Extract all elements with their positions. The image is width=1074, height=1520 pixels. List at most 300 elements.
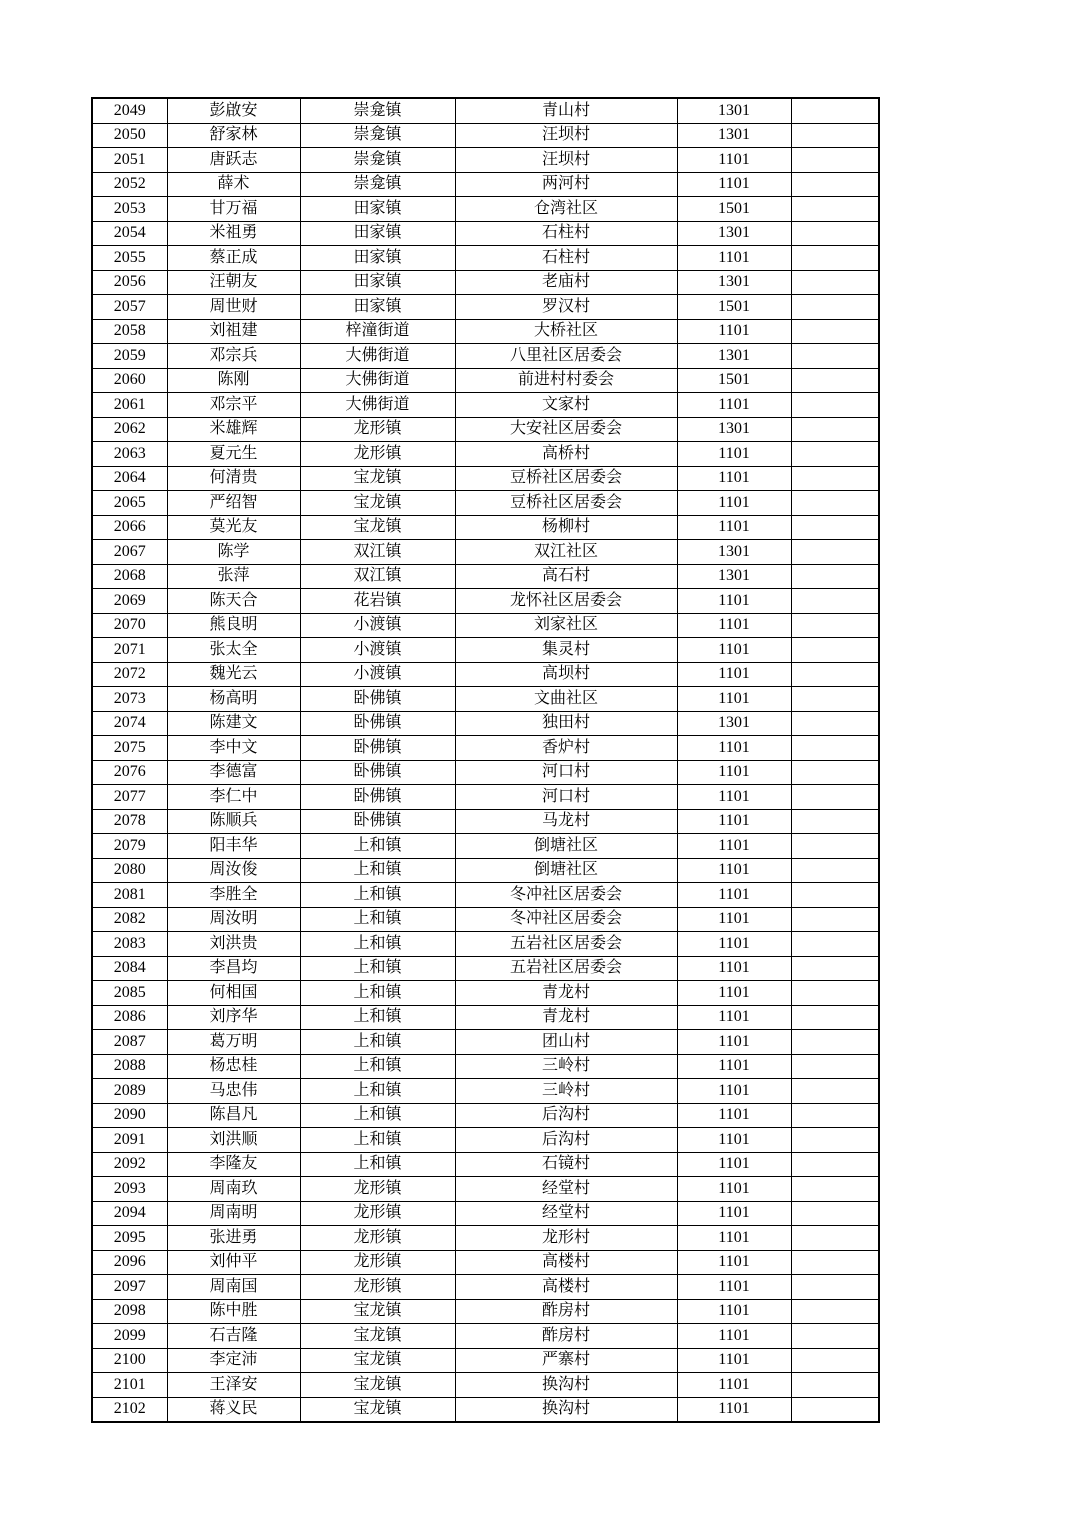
- note-cell: [791, 1128, 879, 1153]
- table-row: [92, 1348, 879, 1373]
- code-cell: 1101: [677, 1299, 791, 1324]
- table-row: [92, 981, 879, 1006]
- seq-cell: 2063: [92, 442, 167, 467]
- table-row: [92, 834, 879, 859]
- town-cell: 龙形镇: [300, 442, 455, 467]
- code-cell: 1101: [677, 638, 791, 663]
- code-cell: 1101: [677, 172, 791, 197]
- seq-cell: 2098: [92, 1299, 167, 1324]
- name-cell: 陈顺兵: [167, 809, 300, 834]
- town-cell: 上和镇: [300, 834, 455, 859]
- table-row: [92, 148, 879, 173]
- village-cell: 后沟村: [455, 1103, 677, 1128]
- name-cell: 周世财: [167, 295, 300, 320]
- note-cell: [791, 1299, 879, 1324]
- note-cell: [791, 1397, 879, 1422]
- town-cell: 小渡镇: [300, 613, 455, 638]
- town-cell: 上和镇: [300, 1079, 455, 1104]
- seq-cell: 2077: [92, 785, 167, 810]
- note-cell: [791, 907, 879, 932]
- village-cell: 石柱村: [455, 246, 677, 271]
- name-cell: 石吉隆: [167, 1324, 300, 1349]
- note-cell: [791, 1005, 879, 1030]
- village-cell: 后沟村: [455, 1128, 677, 1153]
- table-row: [92, 1054, 879, 1079]
- name-cell: 甘万福: [167, 197, 300, 222]
- code-cell: 1301: [677, 564, 791, 589]
- seq-cell: 2083: [92, 932, 167, 957]
- code-cell: 1101: [677, 687, 791, 712]
- seq-cell: 2052: [92, 172, 167, 197]
- village-cell: 罗汉村: [455, 295, 677, 320]
- note-cell: [791, 1348, 879, 1373]
- name-cell: 李仁中: [167, 785, 300, 810]
- note-cell: [791, 442, 879, 467]
- code-cell: 1101: [677, 1054, 791, 1079]
- note-cell: [791, 295, 879, 320]
- town-cell: 田家镇: [300, 295, 455, 320]
- note-cell: [791, 1152, 879, 1177]
- village-cell: 大安社区居委会: [455, 417, 677, 442]
- name-cell: 蒋义民: [167, 1397, 300, 1422]
- name-cell: 李中文: [167, 736, 300, 761]
- code-cell: 1101: [677, 613, 791, 638]
- village-cell: 马龙村: [455, 809, 677, 834]
- town-cell: 崇龛镇: [300, 148, 455, 173]
- table-row: [92, 858, 879, 883]
- note-cell: [791, 638, 879, 663]
- code-cell: 1101: [677, 148, 791, 173]
- town-cell: 龙形镇: [300, 1275, 455, 1300]
- table-row: [92, 1030, 879, 1055]
- seq-cell: 2087: [92, 1030, 167, 1055]
- village-cell: 香炉村: [455, 736, 677, 761]
- town-cell: 上和镇: [300, 858, 455, 883]
- name-cell: 陈昌凡: [167, 1103, 300, 1128]
- code-cell: 1101: [677, 1373, 791, 1398]
- seq-cell: 2055: [92, 246, 167, 271]
- name-cell: 莫光友: [167, 515, 300, 540]
- code-cell: 1101: [677, 1030, 791, 1055]
- seq-cell: 2050: [92, 123, 167, 148]
- seq-cell: 2054: [92, 221, 167, 246]
- name-cell: 李昌均: [167, 956, 300, 981]
- code-cell: 1301: [677, 221, 791, 246]
- note-cell: [791, 270, 879, 295]
- village-cell: 经堂村: [455, 1177, 677, 1202]
- name-cell: 陈天合: [167, 589, 300, 614]
- code-cell: 1101: [677, 907, 791, 932]
- note-cell: [791, 932, 879, 957]
- note-cell: [791, 1079, 879, 1104]
- village-cell: 豆桥社区居委会: [455, 491, 677, 516]
- town-cell: 上和镇: [300, 883, 455, 908]
- village-cell: 倒塘社区: [455, 858, 677, 883]
- table-row: [92, 613, 879, 638]
- table-row: [92, 883, 879, 908]
- note-cell: [791, 319, 879, 344]
- seq-cell: 2100: [92, 1348, 167, 1373]
- town-cell: 卧佛镇: [300, 760, 455, 785]
- code-cell: 1101: [677, 662, 791, 687]
- town-cell: 龙形镇: [300, 1177, 455, 1202]
- name-cell: 刘祖建: [167, 319, 300, 344]
- village-cell: 文家村: [455, 393, 677, 418]
- town-cell: 上和镇: [300, 1103, 455, 1128]
- village-cell: 仓湾社区: [455, 197, 677, 222]
- note-cell: [791, 662, 879, 687]
- note-cell: [791, 98, 879, 123]
- table-row: [92, 368, 879, 393]
- table-row: [92, 344, 879, 369]
- village-cell: 换沟村: [455, 1373, 677, 1398]
- town-cell: 上和镇: [300, 907, 455, 932]
- table-row: [92, 564, 879, 589]
- table-row: [92, 1177, 879, 1202]
- code-cell: 1101: [677, 1177, 791, 1202]
- code-cell: 1101: [677, 491, 791, 516]
- town-cell: 卧佛镇: [300, 736, 455, 761]
- table-row: [92, 785, 879, 810]
- table-row: [92, 760, 879, 785]
- table-row: [92, 417, 879, 442]
- note-cell: [791, 148, 879, 173]
- seq-cell: 2053: [92, 197, 167, 222]
- town-cell: 龙形镇: [300, 1250, 455, 1275]
- note-cell: [791, 1030, 879, 1055]
- code-cell: 1301: [677, 270, 791, 295]
- town-cell: 大佛街道: [300, 344, 455, 369]
- name-cell: 李定沛: [167, 1348, 300, 1373]
- seq-cell: 2084: [92, 956, 167, 981]
- name-cell: 陈刚: [167, 368, 300, 393]
- village-cell: 两河村: [455, 172, 677, 197]
- town-cell: 宝龙镇: [300, 1397, 455, 1422]
- seq-cell: 2096: [92, 1250, 167, 1275]
- village-cell: 龙怀社区居委会: [455, 589, 677, 614]
- table-row: [92, 393, 879, 418]
- table-row: [92, 1324, 879, 1349]
- note-cell: [791, 1201, 879, 1226]
- table-row: [92, 172, 879, 197]
- name-cell: 米雄辉: [167, 417, 300, 442]
- note-cell: [791, 687, 879, 712]
- code-cell: 1501: [677, 368, 791, 393]
- name-cell: 舒家林: [167, 123, 300, 148]
- name-cell: 张太全: [167, 638, 300, 663]
- seq-cell: 2060: [92, 368, 167, 393]
- village-cell: 三岭村: [455, 1079, 677, 1104]
- village-cell: 河口村: [455, 785, 677, 810]
- name-cell: 严绍智: [167, 491, 300, 516]
- seq-cell: 2094: [92, 1201, 167, 1226]
- town-cell: 梓潼街道: [300, 319, 455, 344]
- town-cell: 上和镇: [300, 1030, 455, 1055]
- village-cell: 青龙村: [455, 981, 677, 1006]
- code-cell: 1101: [677, 442, 791, 467]
- table-row: [92, 1079, 879, 1104]
- seq-cell: 2074: [92, 711, 167, 736]
- name-cell: 何相国: [167, 981, 300, 1006]
- table-row: [92, 123, 879, 148]
- note-cell: [791, 956, 879, 981]
- village-cell: 石镜村: [455, 1152, 677, 1177]
- name-cell: 汪朝友: [167, 270, 300, 295]
- town-cell: 龙形镇: [300, 417, 455, 442]
- name-cell: 王泽安: [167, 1373, 300, 1398]
- code-cell: 1101: [677, 956, 791, 981]
- town-cell: 卧佛镇: [300, 711, 455, 736]
- note-cell: [791, 613, 879, 638]
- town-cell: 上和镇: [300, 981, 455, 1006]
- name-cell: 刘序华: [167, 1005, 300, 1030]
- seq-cell: 2062: [92, 417, 167, 442]
- village-cell: 酢房村: [455, 1324, 677, 1349]
- village-cell: 严寨村: [455, 1348, 677, 1373]
- note-cell: [791, 883, 879, 908]
- note-cell: [791, 1177, 879, 1202]
- note-cell: [791, 393, 879, 418]
- name-cell: 杨高明: [167, 687, 300, 712]
- seq-cell: 2082: [92, 907, 167, 932]
- name-cell: 米祖勇: [167, 221, 300, 246]
- table-row: [92, 1299, 879, 1324]
- seq-cell: 2066: [92, 515, 167, 540]
- table-row: [92, 1005, 879, 1030]
- name-cell: 魏光云: [167, 662, 300, 687]
- village-cell: 高桥村: [455, 442, 677, 467]
- table-row: [92, 956, 879, 981]
- name-cell: 李德富: [167, 760, 300, 785]
- note-cell: [791, 466, 879, 491]
- town-cell: 龙形镇: [300, 1201, 455, 1226]
- table-row: [92, 466, 879, 491]
- code-cell: 1101: [677, 736, 791, 761]
- seq-cell: 2092: [92, 1152, 167, 1177]
- town-cell: 宝龙镇: [300, 515, 455, 540]
- name-cell: 邓宗兵: [167, 344, 300, 369]
- table-row: [92, 809, 879, 834]
- code-cell: 1101: [677, 1275, 791, 1300]
- name-cell: 陈建文: [167, 711, 300, 736]
- seq-cell: 2091: [92, 1128, 167, 1153]
- village-cell: 龙形村: [455, 1226, 677, 1251]
- note-cell: [791, 785, 879, 810]
- name-cell: 李胜全: [167, 883, 300, 908]
- code-cell: 1101: [677, 1103, 791, 1128]
- code-cell: 1501: [677, 197, 791, 222]
- village-cell: 青龙村: [455, 1005, 677, 1030]
- code-cell: 1101: [677, 760, 791, 785]
- note-cell: [791, 589, 879, 614]
- code-cell: 1101: [677, 246, 791, 271]
- name-cell: 周汝明: [167, 907, 300, 932]
- village-cell: 大桥社区: [455, 319, 677, 344]
- table-row: [92, 197, 879, 222]
- town-cell: 龙形镇: [300, 1226, 455, 1251]
- code-cell: 1101: [677, 1152, 791, 1177]
- table-row: [92, 589, 879, 614]
- note-cell: [791, 491, 879, 516]
- village-cell: 冬冲社区居委会: [455, 883, 677, 908]
- note-cell: [791, 1275, 879, 1300]
- village-cell: 冬冲社区居委会: [455, 907, 677, 932]
- town-cell: 上和镇: [300, 1005, 455, 1030]
- code-cell: 1101: [677, 393, 791, 418]
- village-cell: 文曲社区: [455, 687, 677, 712]
- village-cell: 青山村: [455, 98, 677, 123]
- town-cell: 宝龙镇: [300, 1324, 455, 1349]
- village-cell: 汪坝村: [455, 148, 677, 173]
- village-cell: 五岩社区居委会: [455, 932, 677, 957]
- code-cell: 1101: [677, 981, 791, 1006]
- table-row: [92, 932, 879, 957]
- seq-cell: 2061: [92, 393, 167, 418]
- code-cell: 1101: [677, 589, 791, 614]
- note-cell: [791, 417, 879, 442]
- roster-table-body: [92, 98, 879, 1422]
- seq-cell: 2064: [92, 466, 167, 491]
- seq-cell: 2065: [92, 491, 167, 516]
- code-cell: 1101: [677, 1005, 791, 1030]
- seq-cell: 2081: [92, 883, 167, 908]
- village-cell: 经堂村: [455, 1201, 677, 1226]
- name-cell: 夏元生: [167, 442, 300, 467]
- seq-cell: 2069: [92, 589, 167, 614]
- town-cell: 宝龙镇: [300, 1348, 455, 1373]
- town-cell: 上和镇: [300, 1128, 455, 1153]
- table-row: [92, 221, 879, 246]
- town-cell: 田家镇: [300, 270, 455, 295]
- seq-cell: 2095: [92, 1226, 167, 1251]
- name-cell: 周南明: [167, 1201, 300, 1226]
- code-cell: 1301: [677, 540, 791, 565]
- village-cell: 倒塘社区: [455, 834, 677, 859]
- town-cell: 田家镇: [300, 246, 455, 271]
- town-cell: 大佛街道: [300, 393, 455, 418]
- seq-cell: 2057: [92, 295, 167, 320]
- seq-cell: 2080: [92, 858, 167, 883]
- table-row: [92, 270, 879, 295]
- code-cell: 1101: [677, 858, 791, 883]
- table-row: [92, 1152, 879, 1177]
- village-cell: 石柱村: [455, 221, 677, 246]
- seq-cell: 2051: [92, 148, 167, 173]
- town-cell: 上和镇: [300, 932, 455, 957]
- seq-cell: 2076: [92, 760, 167, 785]
- seq-cell: 2102: [92, 1397, 167, 1422]
- note-cell: [791, 515, 879, 540]
- village-cell: 集灵村: [455, 638, 677, 663]
- table-row: [92, 907, 879, 932]
- table-row: [92, 638, 879, 663]
- name-cell: 刘洪贵: [167, 932, 300, 957]
- seq-cell: 2086: [92, 1005, 167, 1030]
- roster-table: [91, 97, 880, 1423]
- seq-cell: 2101: [92, 1373, 167, 1398]
- code-cell: 1101: [677, 834, 791, 859]
- village-cell: 杨柳村: [455, 515, 677, 540]
- code-cell: 1301: [677, 98, 791, 123]
- seq-cell: 2097: [92, 1275, 167, 1300]
- code-cell: 1101: [677, 1079, 791, 1104]
- note-cell: [791, 1373, 879, 1398]
- seq-cell: 2070: [92, 613, 167, 638]
- village-cell: 双江社区: [455, 540, 677, 565]
- town-cell: 小渡镇: [300, 638, 455, 663]
- note-cell: [791, 736, 879, 761]
- seq-cell: 2067: [92, 540, 167, 565]
- code-cell: 1101: [677, 1348, 791, 1373]
- name-cell: 周汝俊: [167, 858, 300, 883]
- code-cell: 1101: [677, 1250, 791, 1275]
- town-cell: 大佛街道: [300, 368, 455, 393]
- seq-cell: 2085: [92, 981, 167, 1006]
- code-cell: 1101: [677, 932, 791, 957]
- town-cell: 崇龛镇: [300, 98, 455, 123]
- seq-cell: 2093: [92, 1177, 167, 1202]
- village-cell: 高楼村: [455, 1275, 677, 1300]
- seq-cell: 2075: [92, 736, 167, 761]
- seq-cell: 2079: [92, 834, 167, 859]
- table-row: [92, 1373, 879, 1398]
- note-cell: [791, 711, 879, 736]
- town-cell: 田家镇: [300, 221, 455, 246]
- table-row: [92, 1103, 879, 1128]
- village-cell: 独田村: [455, 711, 677, 736]
- town-cell: 崇龛镇: [300, 172, 455, 197]
- note-cell: [791, 172, 879, 197]
- table-row: [92, 540, 879, 565]
- table-row: [92, 1201, 879, 1226]
- code-cell: 1501: [677, 295, 791, 320]
- code-cell: 1301: [677, 344, 791, 369]
- name-cell: 阳丰华: [167, 834, 300, 859]
- name-cell: 张萍: [167, 564, 300, 589]
- code-cell: 1101: [677, 1226, 791, 1251]
- name-cell: 葛万明: [167, 1030, 300, 1055]
- seq-cell: 2056: [92, 270, 167, 295]
- table-row: [92, 736, 879, 761]
- name-cell: 邓宗平: [167, 393, 300, 418]
- town-cell: 双江镇: [300, 564, 455, 589]
- note-cell: [791, 858, 879, 883]
- code-cell: 1101: [677, 785, 791, 810]
- note-cell: [791, 540, 879, 565]
- town-cell: 双江镇: [300, 540, 455, 565]
- town-cell: 宝龙镇: [300, 1373, 455, 1398]
- code-cell: 1301: [677, 711, 791, 736]
- village-cell: 汪坝村: [455, 123, 677, 148]
- note-cell: [791, 221, 879, 246]
- village-cell: 三岭村: [455, 1054, 677, 1079]
- seq-cell: 2088: [92, 1054, 167, 1079]
- name-cell: 杨忠桂: [167, 1054, 300, 1079]
- table-row: [92, 295, 879, 320]
- table-row: [92, 1397, 879, 1422]
- code-cell: 1101: [677, 1397, 791, 1422]
- note-cell: [791, 1054, 879, 1079]
- village-cell: 刘家社区: [455, 613, 677, 638]
- table-row: [92, 1128, 879, 1153]
- seq-cell: 2059: [92, 344, 167, 369]
- code-cell: 1101: [677, 883, 791, 908]
- name-cell: 陈学: [167, 540, 300, 565]
- village-cell: 高石村: [455, 564, 677, 589]
- name-cell: 薛术: [167, 172, 300, 197]
- seq-cell: 2072: [92, 662, 167, 687]
- code-cell: 1101: [677, 809, 791, 834]
